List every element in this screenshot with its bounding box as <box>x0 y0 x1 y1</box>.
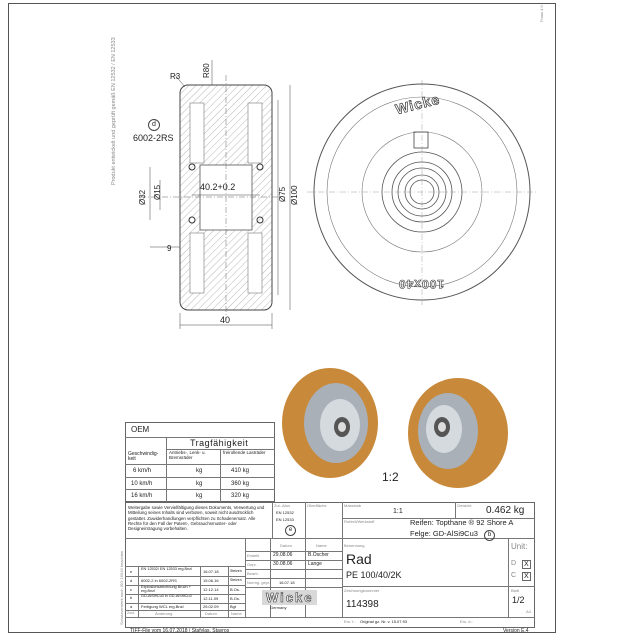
section-view <box>120 55 300 345</box>
wheel-size-text: 100x40 <box>398 277 445 291</box>
capacity-row-speed: 6 km/h <box>133 468 152 474</box>
rev-col-aend: Änderung <box>155 611 173 616</box>
dim-d75: Ø75 <box>278 186 287 202</box>
erstellt-date: 29.08.06 <box>273 552 293 558</box>
capacity-row-free: 360 kg <box>231 481 250 487</box>
capacity-table <box>125 422 275 502</box>
rev-name: B.Os. <box>230 596 241 601</box>
drawing-no: 114398 <box>346 599 379 610</box>
capacity-row-free: 320 kg <box>231 493 250 499</box>
rev-text: GD-AlSi9Cu3 in GD-AlSi9Cu3 <box>141 594 192 598</box>
rev-text: EN 12532/ EN 12533 erg.Bnzl <box>141 567 192 571</box>
replace-label: Ers. f.: <box>344 619 356 624</box>
scale-value: 1:1 <box>393 508 403 515</box>
side-note: Produkt entwickelt und geprüft gemäß EN 12532 / EN 12533 <box>111 37 117 185</box>
rev-date: 16.07.18 <box>203 569 219 574</box>
capacity-col-speed: Geschwindig-keit <box>128 451 159 462</box>
row-normgepr: Normg. gepr. <box>247 580 271 585</box>
dim-r80: R80 <box>202 63 211 78</box>
rev-name: Stelzen <box>230 569 242 573</box>
rev-name: Stelzen <box>230 578 242 582</box>
dim-hub-width: 40.2+0.2 <box>200 182 236 192</box>
material-tyre: Reifen: Topthane ® 92 Shore A <box>410 518 514 527</box>
dim-d100: Ø100 <box>290 185 299 205</box>
rev-text: 6002-2 in 6002-2RS <box>141 578 177 583</box>
unit-c: C <box>511 572 517 579</box>
rev-col-zust: Zust. <box>127 611 135 615</box>
rev-idx: d <box>130 578 133 583</box>
wheel-photo <box>278 365 523 495</box>
surface-label: Oberfläche <box>307 503 327 508</box>
capacity-title: Tragfähigkeit <box>190 438 249 448</box>
corner-ref: Fmax 4.0 <box>539 5 544 22</box>
dim-bearing-ref: d <box>148 119 160 131</box>
normgepr-date: 16.07.18 <box>279 580 295 585</box>
rev-idx: c <box>130 587 132 592</box>
rev-idx: a <box>130 604 133 609</box>
front-view <box>307 80 537 305</box>
rev-name: Bgt <box>230 604 237 609</box>
drawing-title: Rad <box>346 551 372 567</box>
rev-date: 12.12.14 <box>203 587 219 592</box>
rev-idx: e <box>130 569 133 574</box>
brand-logo: Wicke <box>262 590 317 605</box>
gepr-name: Lange <box>308 561 322 567</box>
benennung-label: Benennung <box>344 543 365 548</box>
sheet-label: Blatt <box>511 588 520 593</box>
format: A4 <box>526 609 531 614</box>
material-rim: Felge: GD-AlSi9Cu3 <box>410 529 478 538</box>
rev-date: 25.02.09 <box>203 604 219 609</box>
dim-d15: Ø15 <box>153 184 162 200</box>
photo-scale: 1:2 <box>382 470 399 484</box>
unit-d-check: X <box>524 561 529 568</box>
orig-no: Original gz. Nr. v. 15.07.93 <box>360 619 408 624</box>
brand-country: Germany <box>270 605 287 610</box>
capacity-row-brake: kg <box>196 481 203 487</box>
dim-r3: R3 <box>170 72 181 81</box>
unit-label: Unit: <box>511 542 528 551</box>
drawing-subtitle: PE 100/40/2K <box>346 570 402 580</box>
left-note: Schutzvermerk nach ISO 16016 beachten <box>119 550 124 625</box>
capacity-row-free: 410 kg <box>231 468 250 474</box>
rev-date: 12.11.09 <box>203 596 219 601</box>
rev-col-name: Name <box>231 611 242 616</box>
rev-date: 15.06.16 <box>203 578 219 583</box>
dim-40: 40 <box>220 315 231 325</box>
material-label: Rohteil/Werkstoff <box>344 519 375 524</box>
sheet-value: 1/2 <box>512 595 525 605</box>
material-mark: b <box>484 530 495 541</box>
footer-note: TIFF-File vom 16.07.2018 / Stafylas, Stavros <box>130 628 230 634</box>
col-name: Name <box>316 543 327 548</box>
rev-idx: b <box>130 595 133 600</box>
dim-d32: Ø32 <box>138 189 147 205</box>
capacity-row-speed: 10 km/h <box>131 481 153 487</box>
norm-mark: e <box>285 525 296 536</box>
erstellt-name: B.Oscher <box>308 552 329 558</box>
norm-label: Zul.-Abw. <box>274 503 291 508</box>
row-erstellt: Erstellt <box>247 553 260 558</box>
drawing-no-label: Zeichnungsnummer <box>344 588 380 593</box>
row-gepr: Gepr. <box>247 562 257 567</box>
rev-col-date: Datum <box>205 611 217 616</box>
weight-label: Gewicht <box>457 503 472 508</box>
unit-d: D <box>511 560 517 567</box>
capacity-row-speed: 16 km/h <box>131 493 153 499</box>
gepr-date: 30.08.06 <box>273 561 293 567</box>
capacity-row-brake: kg <box>196 493 203 499</box>
dim-bearing: 6002-2RS <box>133 133 174 143</box>
copyright-note: Weitergabe sowie Vervielfältigung dieses Dokuments, Verwertung und Mitteilung seines Inhalts sind verboten, soweit nicht ausdrücklich gestattet. Zuwiderhandlungen verpflichten zu Schadenersatz. Alle Rechte für den Fall der Patent-, Gebrauchsmuster- oder Designeintragung vorbehalten. <box>128 505 265 532</box>
rev-text: Explosionszeichnung Bruch + erg.Bnzl <box>141 585 191 593</box>
wheel-brand: Wicke <box>393 90 442 118</box>
col-date: Datum <box>280 543 292 548</box>
capacity-col-brake: Antriebs-, Lenk- u. Bremsräder <box>169 450 206 460</box>
ersetzt-label: Ers. d.: <box>460 619 473 624</box>
capacity-header: OEM <box>131 425 150 434</box>
norm-2: EN 12533 <box>276 517 294 522</box>
version: Version E.4 <box>503 628 529 634</box>
capacity-row-brake: kg <box>196 468 203 474</box>
dim-9: 9 <box>167 244 172 253</box>
capacity-col-free: freirollende Lasträder <box>223 450 266 455</box>
norm-1: EN 12532 <box>276 510 294 515</box>
unit-c-check: X <box>524 573 529 580</box>
rev-name: B.Os. <box>230 587 241 592</box>
rev-text: Fertigung WCL erg.Bnzl <box>141 604 184 609</box>
row-bearb: Bearb. <box>247 571 259 576</box>
weight-value: 0.462 kg <box>486 505 525 516</box>
scale-label: Massstab <box>344 503 362 508</box>
